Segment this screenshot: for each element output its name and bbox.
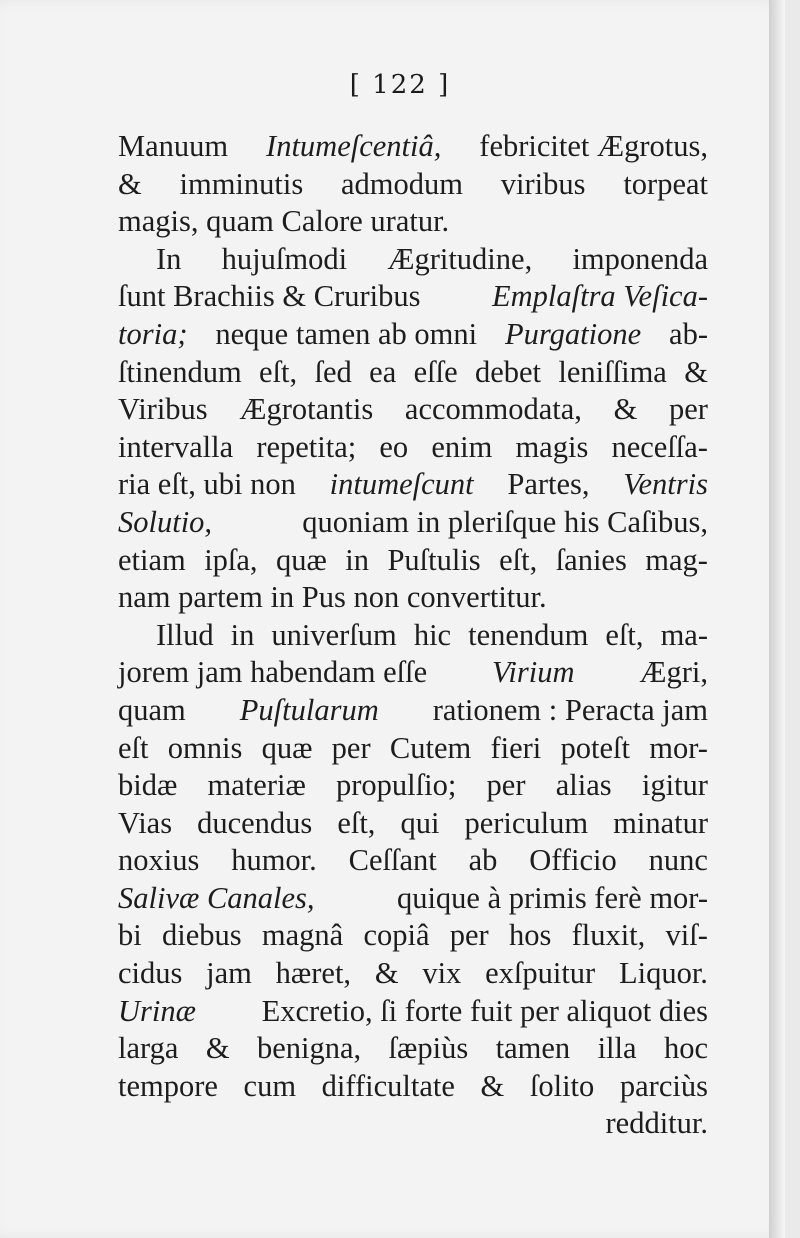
- text-segment: [118, 955, 708, 993]
- text-line: [118, 128, 708, 166]
- text-segment: [118, 354, 708, 392]
- word: ea: [369, 354, 397, 389]
- word: ipſa,: [204, 542, 258, 577]
- word: per: [669, 392, 708, 427]
- text-line: [118, 730, 708, 768]
- word: magnâ: [261, 918, 344, 953]
- word: mor-: [649, 730, 708, 765]
- word: accommodata,: [404, 392, 582, 427]
- word: quæ: [261, 730, 313, 765]
- word: Vias: [118, 805, 173, 840]
- text-line: [118, 917, 708, 955]
- word: viſ-: [665, 918, 708, 953]
- word: leniſſima: [558, 354, 667, 389]
- text-line: [118, 203, 708, 241]
- word: eo: [379, 429, 409, 464]
- text-line: [118, 542, 708, 580]
- text-segment: [118, 1030, 708, 1068]
- word: ſanies: [555, 542, 627, 577]
- word: viribus: [500, 166, 586, 201]
- text-segment: Partes,: [507, 467, 590, 502]
- word: &: [118, 166, 142, 201]
- word: &: [205, 1031, 230, 1066]
- text-line: [118, 692, 708, 730]
- text-line: [118, 504, 708, 542]
- text-segment: [156, 241, 708, 279]
- italic-text-segment: Intumeſcentiâ,: [266, 129, 442, 163]
- word: magis: [515, 429, 589, 464]
- word: qui: [400, 805, 440, 840]
- word: nunc: [648, 843, 708, 878]
- word: poteſt: [560, 730, 630, 765]
- text-segment: Manuum: [118, 129, 229, 163]
- word: &: [374, 956, 399, 991]
- word: benigna,: [256, 1031, 362, 1066]
- text-segment: febricitet Ægrotus,: [479, 129, 708, 163]
- page-number: [ 122 ]: [349, 70, 451, 100]
- word: intervalla: [118, 429, 234, 464]
- text-segment: [118, 917, 708, 955]
- text-segment: Excretio, ſi forte fuit per aliquot dies: [261, 993, 708, 1028]
- text-line: [118, 429, 708, 467]
- word: Officio: [529, 843, 617, 878]
- word: ſtinendum: [118, 354, 242, 389]
- text-segment: nam partem in Pus non convertitur.: [118, 580, 547, 615]
- word: eſt,: [499, 542, 538, 577]
- page-edge-shadow: [769, 0, 785, 1238]
- italic-text-segment: Emplaſtra Veſica-: [491, 279, 708, 314]
- text-segment: magis, quam Calore uratur.: [118, 204, 450, 239]
- text-line: [118, 391, 708, 429]
- word: Illud: [156, 617, 214, 652]
- text-segment: ria eſt, ubi non: [118, 467, 296, 502]
- word: fieri: [490, 730, 542, 765]
- word: eſt: [118, 730, 149, 765]
- italic-text-segment: Salivæ Canales,: [118, 880, 315, 915]
- word: hujuſmodi: [221, 241, 348, 276]
- word: &: [684, 354, 708, 389]
- word: imponenda: [572, 241, 708, 276]
- word: propulſio;: [336, 768, 457, 803]
- word: hic: [413, 617, 452, 652]
- text-segment: neque tamen ab omni: [215, 316, 478, 351]
- italic-text-segment: Ventris: [623, 467, 708, 502]
- word: &: [613, 392, 638, 427]
- word: diebus: [161, 918, 242, 953]
- word: fluxit,: [571, 918, 646, 953]
- word: univerſum: [271, 617, 397, 652]
- text-line: [118, 466, 708, 504]
- text-line: [118, 579, 708, 617]
- word: ſæpiùs: [388, 1031, 469, 1066]
- word: hoc: [663, 1031, 708, 1066]
- word: minatur: [613, 805, 708, 840]
- text-segment: [156, 617, 708, 655]
- word: cum: [243, 1068, 297, 1103]
- word: eſſe: [413, 354, 458, 389]
- text-line: [118, 1105, 708, 1143]
- word: neceſſa-: [611, 429, 708, 464]
- word: admodum: [341, 166, 464, 201]
- text-line: [118, 880, 708, 918]
- text-segment: ſunt Brachiis & Cruribus: [118, 279, 421, 314]
- text-line: [118, 241, 708, 279]
- word: exſpuitur: [485, 956, 596, 991]
- word: per: [331, 730, 371, 765]
- word: alias: [555, 768, 612, 803]
- word: ſolito: [529, 1068, 595, 1103]
- text-line: [118, 993, 708, 1031]
- text-segment: redditur.: [605, 1106, 708, 1141]
- word: eſt,: [605, 617, 644, 652]
- text-segment: [118, 429, 708, 467]
- word: omnis: [167, 730, 243, 765]
- text-line: [118, 1030, 708, 1068]
- word: debet: [474, 354, 542, 389]
- word: Ægritudine,: [387, 241, 533, 276]
- italic-text-segment: Purgatione: [505, 316, 642, 351]
- word: tempore: [118, 1068, 218, 1103]
- word: Ægrotantis: [239, 392, 374, 427]
- word: cidus: [118, 956, 183, 991]
- word: per: [486, 768, 526, 803]
- text-line: [118, 955, 708, 993]
- word: Ceſſant: [348, 843, 437, 878]
- word: illa: [597, 1031, 637, 1066]
- word: ſed: [314, 354, 352, 389]
- text-segment: [118, 391, 708, 429]
- word: noxius: [118, 843, 200, 878]
- italic-text-segment: Solutio,: [118, 504, 213, 539]
- word: jam: [206, 956, 252, 991]
- word: bidæ: [118, 768, 178, 803]
- text-segment: [118, 1068, 708, 1106]
- text-line: [118, 654, 708, 692]
- text-line: [118, 617, 708, 655]
- text-segment: [118, 166, 708, 204]
- word: In: [156, 241, 182, 276]
- italic-text-segment: intumeſcunt: [329, 467, 474, 502]
- word: ducendus: [197, 805, 313, 840]
- text-line: [118, 767, 708, 805]
- word: hos: [508, 918, 552, 953]
- text-segment: [118, 542, 708, 580]
- word: bi: [118, 918, 142, 953]
- text-segment: rationem : Peracta jam: [432, 692, 708, 727]
- word: parciùs: [619, 1068, 708, 1103]
- text-segment: Ægri,: [639, 655, 708, 690]
- text-line: [118, 316, 708, 354]
- word: vix: [422, 956, 462, 991]
- italic-text-segment: Urinæ: [118, 993, 196, 1028]
- word: ab: [468, 843, 498, 878]
- text-line: [118, 278, 708, 316]
- body-text: [118, 128, 708, 1143]
- word: copiâ: [363, 918, 430, 953]
- text-segment: quam: [118, 692, 186, 727]
- text-segment: [118, 730, 708, 768]
- word: in: [345, 542, 370, 577]
- word: tenendum: [468, 617, 589, 652]
- text-line: [118, 842, 708, 880]
- word: etiam: [118, 542, 186, 577]
- italic-text-segment: toria;: [118, 316, 188, 351]
- text-line: [118, 354, 708, 392]
- text-line: [118, 166, 708, 204]
- word: tamen: [495, 1031, 571, 1066]
- word: per: [449, 918, 489, 953]
- italic-text-segment: Puſtularum: [239, 692, 379, 727]
- word: enim: [431, 429, 493, 464]
- word: ma-: [660, 617, 708, 652]
- word: in: [230, 617, 255, 652]
- word: igitur: [641, 768, 708, 803]
- word: eſt,: [259, 354, 298, 389]
- word: quæ: [276, 542, 327, 577]
- word: humor.: [231, 843, 317, 878]
- word: mag-: [645, 542, 708, 577]
- text-segment: [118, 767, 708, 805]
- text-segment: [118, 842, 708, 880]
- word: &: [480, 1068, 505, 1103]
- italic-text-segment: Virium: [492, 655, 575, 690]
- word: imminutis: [179, 166, 304, 201]
- word: Liquor.: [618, 956, 708, 991]
- text-line: [118, 1068, 708, 1106]
- word: materiæ: [207, 768, 306, 803]
- text-line: [118, 805, 708, 843]
- text-segment: [118, 805, 708, 843]
- text-segment: ab-: [669, 316, 708, 351]
- word: repetita;: [256, 429, 357, 464]
- text-segment: quique à primis ferè mor-: [396, 880, 708, 915]
- word: periculum: [464, 805, 589, 840]
- text-segment: quoniam in pleriſque his Caſibus,: [302, 504, 708, 539]
- word: Puſtulis: [387, 542, 481, 577]
- word: Viribus: [118, 392, 208, 427]
- text-segment: jorem jam habendam eſſe: [118, 655, 428, 690]
- word: torpeat: [623, 166, 708, 201]
- word: hæret,: [275, 956, 352, 991]
- word: eſt,: [337, 805, 376, 840]
- word: difficultate: [321, 1068, 455, 1103]
- word: larga: [118, 1031, 179, 1066]
- word: Cutem: [389, 730, 472, 765]
